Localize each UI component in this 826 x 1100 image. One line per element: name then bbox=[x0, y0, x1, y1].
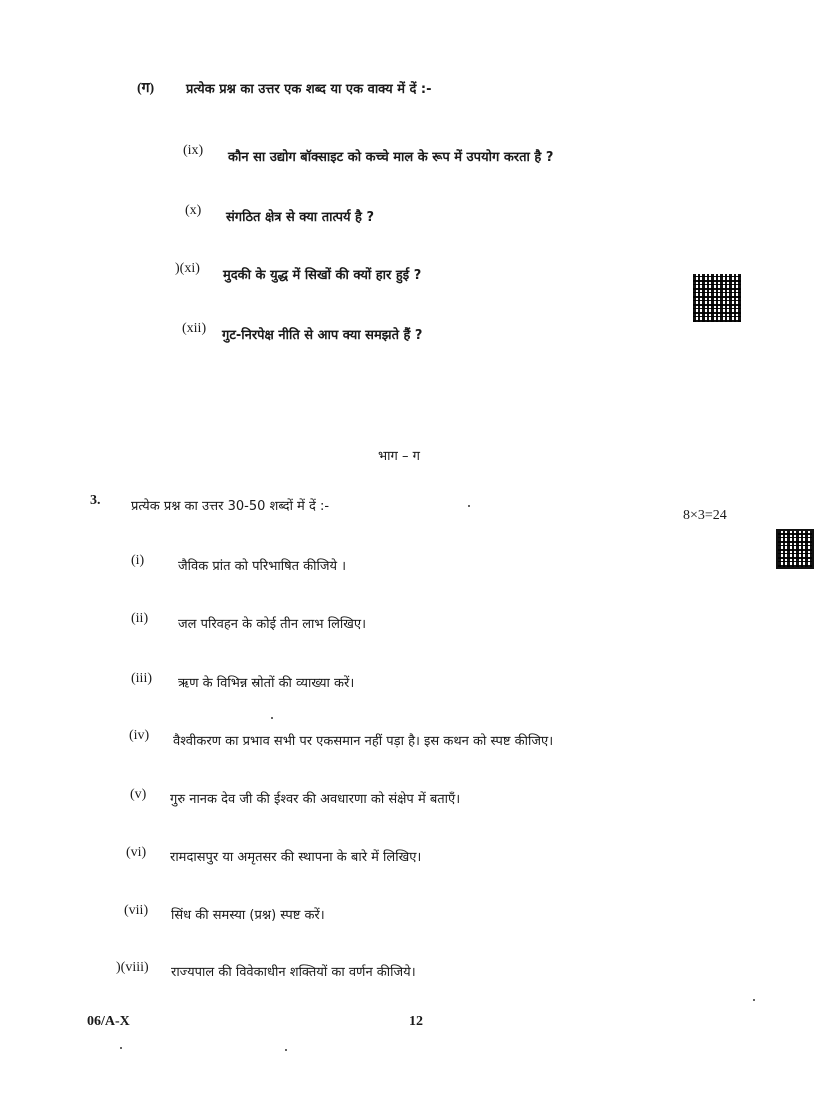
q3-item-ii-number: (ii) bbox=[131, 611, 149, 626]
q3-item-i-text: जैविक प्रांत को परिभाषित कीजिये । bbox=[178, 559, 347, 574]
q3-item-iii-number: (iii) bbox=[131, 671, 152, 686]
q3-item-ii-text: जल परिवहन के कोई तीन लाभ लिखिए। bbox=[178, 617, 366, 632]
page-number: 12 bbox=[409, 1014, 423, 1029]
question-3-instruction: प्रत्येक प्रश्न का उत्तर 30-50 शब्दों में दें :- bbox=[131, 499, 330, 514]
q3-item-iv-number: (iv) bbox=[129, 728, 150, 743]
q3-item-vi-number: (vi) bbox=[126, 845, 147, 860]
q3-item-i-number: (i) bbox=[131, 553, 145, 568]
scan-speck bbox=[120, 1047, 122, 1049]
q3-item-iv-text: वैश्वीकरण का प्रभाव सभी पर एकसमान नहीं पड़ा है। इस कथन को स्पष्ट कीजिए। bbox=[173, 734, 554, 749]
question-xi-text: मुदकी के युद्ध में सिखों की क्यों हार हुई ? bbox=[223, 268, 422, 283]
question-xii-text: गुट-निरपेक्ष नीति से आप क्या समझते हैं ? bbox=[222, 328, 423, 343]
qr-code-large bbox=[693, 274, 741, 322]
scan-speck bbox=[753, 999, 755, 1001]
question-ix-text: कौन सा उद्योग बॉक्साइट को कच्चे माल के रूप में उपयोग करता है ? bbox=[228, 150, 554, 165]
section-ga-instruction: प्रत्येक प्रश्न का उत्तर एक शब्द या एक वाक्य में दें :- bbox=[186, 82, 432, 97]
q3-item-iii-text: ऋण के विभिन्न स्रोतों की व्याख्या करें। bbox=[178, 676, 355, 691]
qr-code-small bbox=[776, 529, 814, 569]
question-x-number: (x) bbox=[185, 203, 202, 218]
q3-item-v-text: गुरु नानक देव जी की ईश्वर की अवधारणा को संक्षेप में बताएँ। bbox=[170, 792, 461, 807]
q3-item-viii-number: )(viii) bbox=[116, 960, 149, 975]
question-3-number: 3. bbox=[90, 493, 101, 508]
q3-item-vii-text: सिंध की समस्या (प्रश्न) स्पष्ट करें। bbox=[171, 908, 325, 923]
scan-speck bbox=[468, 505, 470, 507]
scan-speck bbox=[271, 717, 273, 719]
question-x-text: संगठित क्षेत्र से क्या तात्पर्य है ? bbox=[226, 210, 375, 225]
q3-item-v-number: (v) bbox=[130, 787, 147, 802]
q3-item-vi-text: रामदासपुर या अमृतसर की स्थापना के बारे में लिखिए। bbox=[170, 850, 422, 865]
q3-item-viii-text: राज्यपाल की विवेकाधीन शक्तियों का वर्णन कीजिये। bbox=[171, 965, 416, 980]
question-ix-number: (ix) bbox=[183, 143, 204, 158]
question-3-marks: 8×3=24 bbox=[683, 508, 727, 523]
question-xi-number: )(xi) bbox=[175, 261, 200, 276]
section-ga-marker: (ग) bbox=[137, 81, 155, 96]
question-xii-number: (xii) bbox=[182, 321, 207, 336]
scan-speck bbox=[285, 1049, 287, 1051]
footer-code: 06/A-X bbox=[87, 1014, 130, 1029]
part-title: भाग – ग bbox=[378, 449, 420, 464]
q3-item-vii-number: (vii) bbox=[124, 903, 149, 918]
